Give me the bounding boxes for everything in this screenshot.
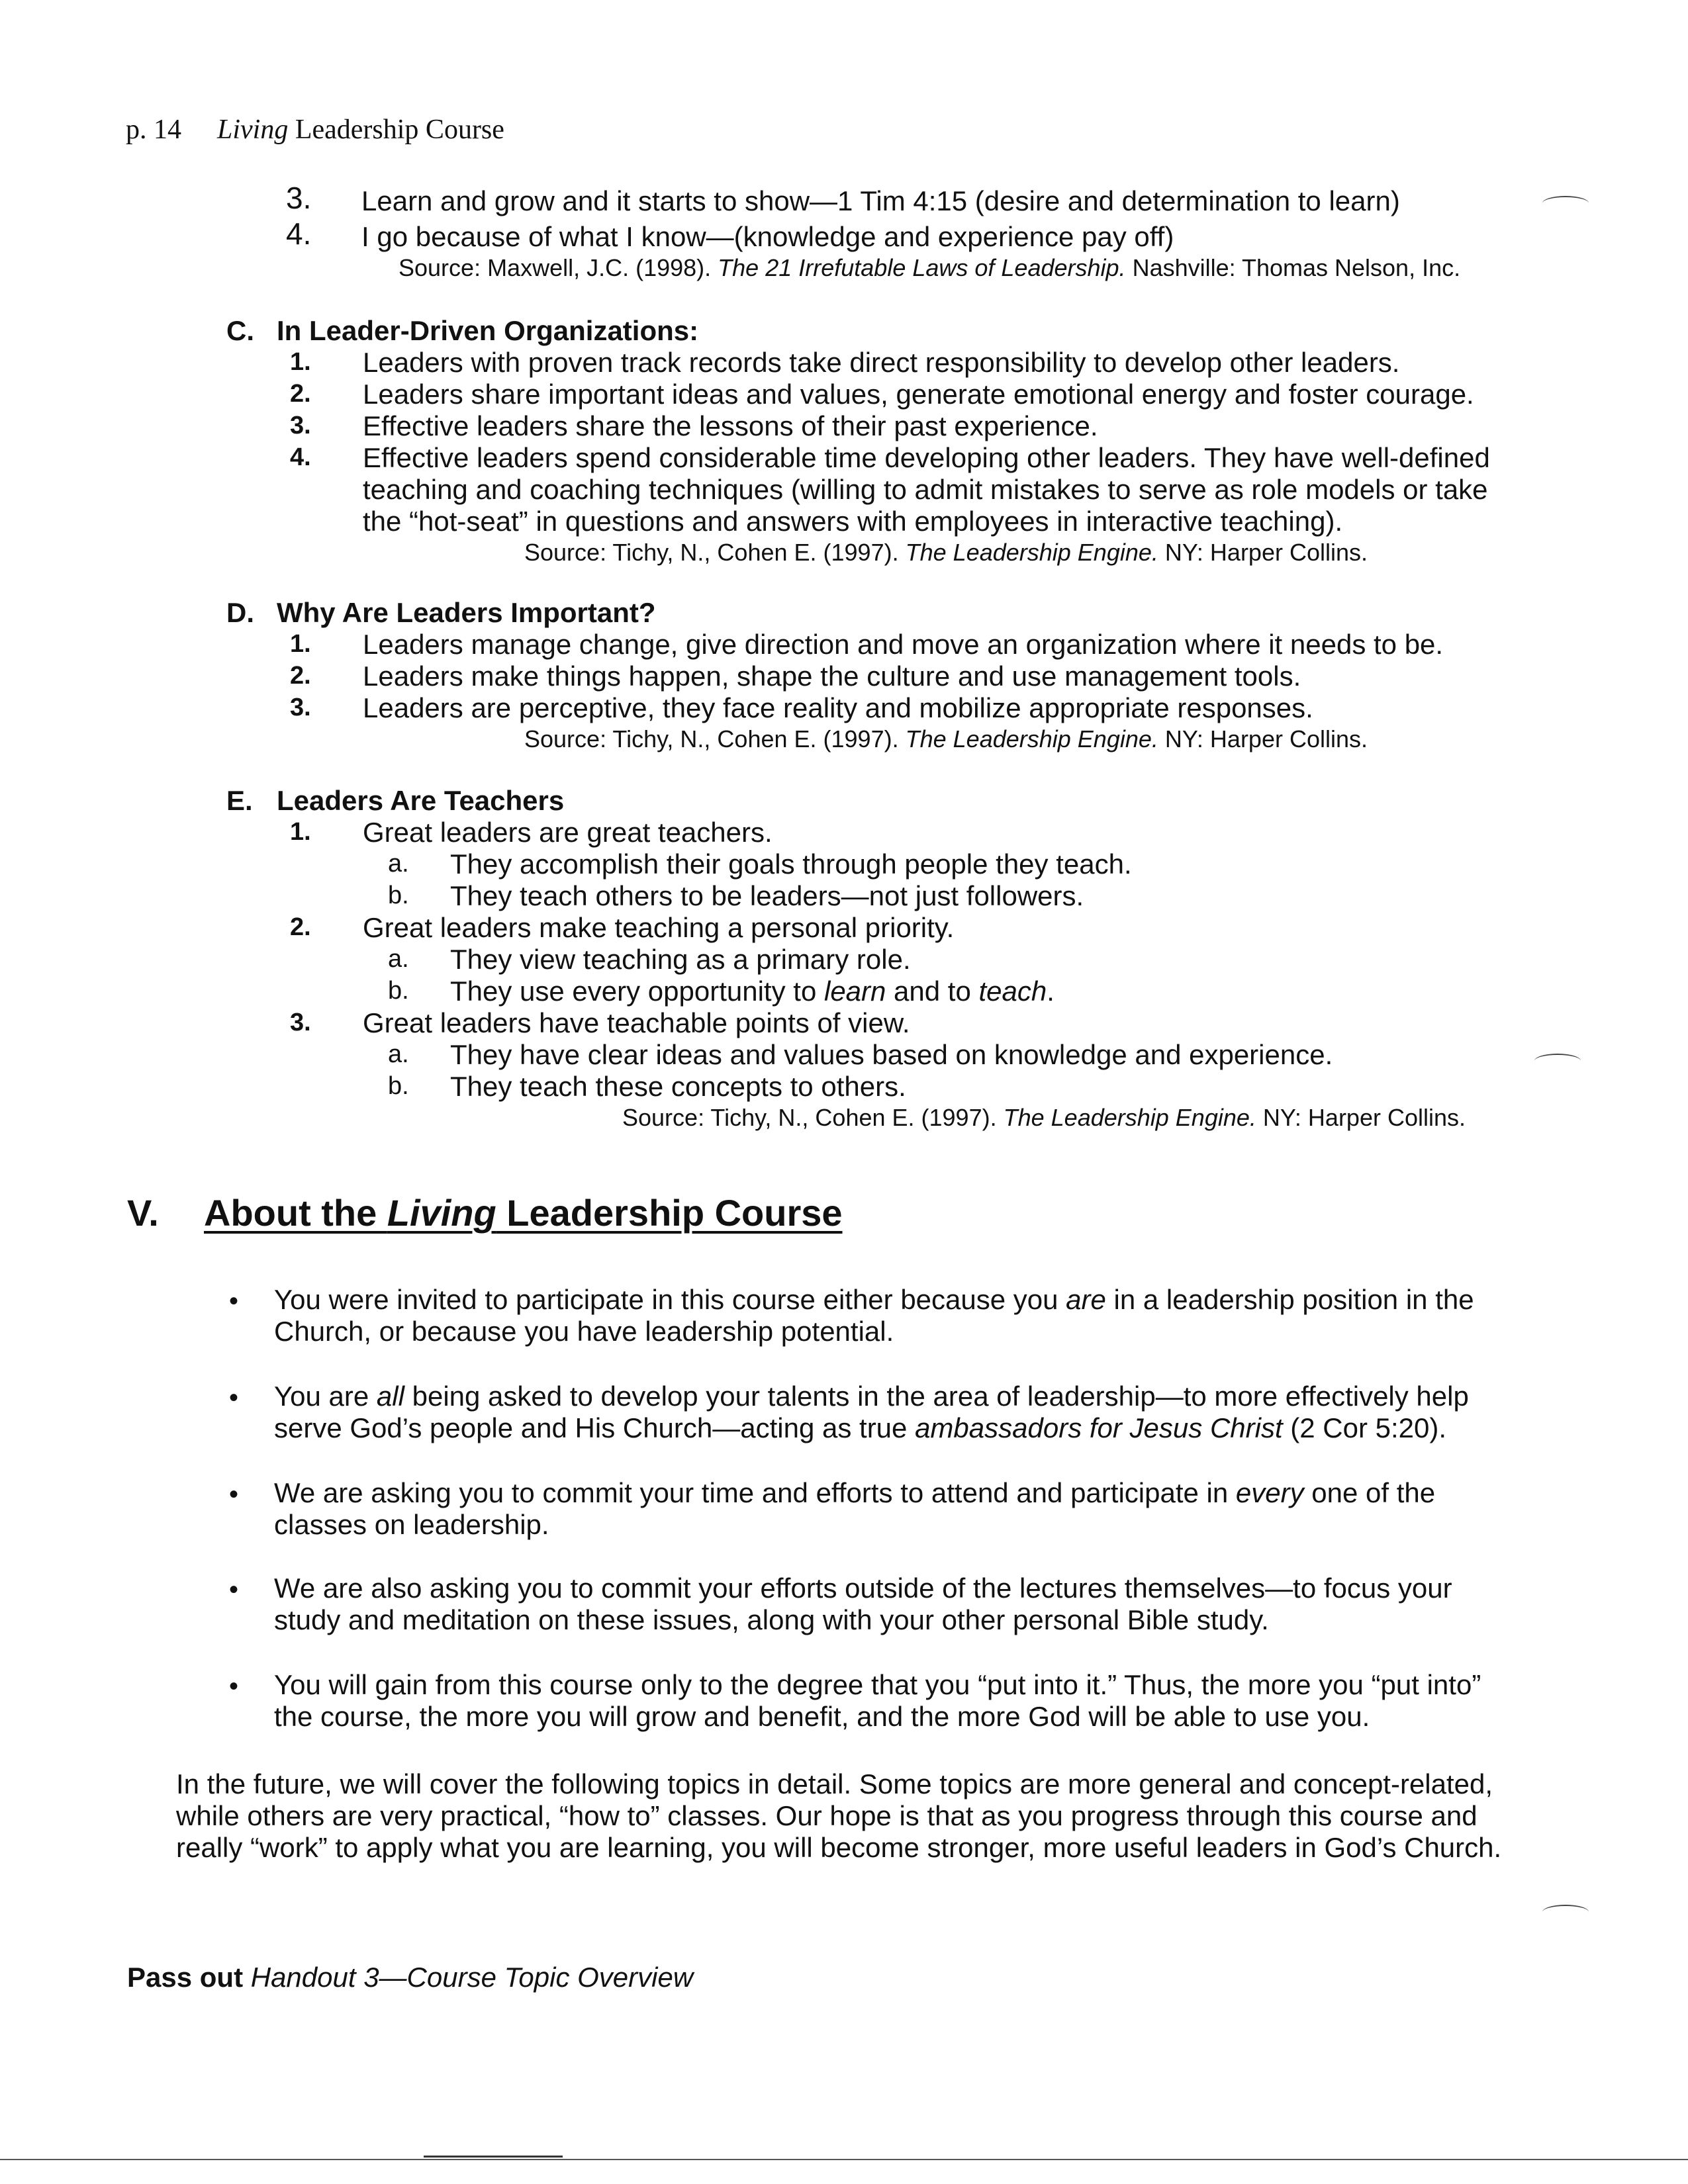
bullet-icon: •	[229, 1287, 239, 1316]
list-item-text: Great leaders make teaching a personal priority.	[363, 912, 955, 943]
list-item-text: Great leaders have teachable points of view.	[363, 1007, 910, 1038]
bullet-paragraph: You are all being asked to develop your talents in the area of leadership—to more effectively help serve God’s people and His Church—acting as true ambassadors for Jesus Christ (2 Cor 5:20).	[274, 1381, 1469, 1443]
page-number: p. 14	[126, 114, 181, 145]
sub-item-letter: b.	[388, 1072, 409, 1100]
header-title-italic: Living	[217, 114, 289, 145]
page-edge-line	[0, 2159, 1688, 2160]
bullet-paragraph: You will gain from this course only to the degree that you “put into it.” Thus, the more you “put into” the course, the more you will grow and benefit, and the more God will be able to use you.	[274, 1669, 1481, 1732]
sub-item-letter: a.	[388, 1040, 409, 1068]
list-item-text: Leaders share important ideas and values, generate emotional energy and foster courage.	[363, 379, 1474, 410]
list-item-text: Effective leaders share the lessons of their past experience.	[363, 410, 1098, 441]
section-c-heading: In Leader-Driven Organizations:	[277, 315, 699, 346]
item-number: 3.	[290, 1009, 311, 1036]
sub-item-text: They use every opportunity to learn and to teach.	[450, 976, 1055, 1007]
section-d-heading: Why Are Leaders Important?	[277, 597, 656, 628]
item-number: 2.	[290, 913, 311, 941]
bullet-paragraph: We are asking you to commit your time and efforts to attend and participate in every one of the classes on leadership.	[274, 1477, 1436, 1540]
sub-item-letter: a.	[388, 850, 409, 878]
sub-item-letter: b.	[388, 882, 409, 909]
section-letter: E.	[226, 785, 253, 816]
source-citation: Source: Tichy, N., Cohen E. (1997). The Leadership Engine. NY: Harper Collins.	[524, 539, 1368, 566]
sub-item-text: They accomplish their goals through people they teach.	[450, 848, 1132, 880]
bullet-icon: •	[229, 1480, 239, 1509]
item-number: 3.	[290, 694, 311, 721]
source-citation: Source: Tichy, N., Cohen E. (1997). The Leadership Engine. NY: Harper Collins.	[622, 1104, 1466, 1131]
sub-item-letter: b.	[388, 977, 409, 1005]
section-v-number: V.	[127, 1192, 159, 1234]
sub-item-text: They view teaching as a primary role.	[450, 944, 911, 975]
bullet-paragraph: You were invited to participate in this course either because you are in a leadership position in the Church, or because you have leadership potential.	[274, 1284, 1474, 1347]
source-citation: Source: Maxwell, J.C. (1998). The 21 Irrefutable Laws of Leadership. Nashville: Thomas Nelson, Inc.	[399, 254, 1461, 281]
bullet-icon: •	[229, 1575, 239, 1604]
item-number: 1.	[290, 630, 311, 658]
binder-hole-mark	[1542, 196, 1589, 210]
list-item-text: teaching and coaching techniques (willing to admit mistakes to serve as role models or take	[363, 474, 1488, 505]
list-item-text: Leaders with proven track records take direct responsibility to develop other leaders.	[363, 347, 1400, 378]
item-number: 4.	[286, 216, 312, 251]
section-v-heading: About the Living Leadership Course	[204, 1192, 843, 1234]
item-number: 1.	[290, 818, 311, 846]
list-item-text: I go because of what I know—(knowledge and experience pay off)	[361, 221, 1174, 252]
pass-out-instruction: Pass out Handout 3—Course Topic Overview	[127, 1962, 694, 1993]
binder-hole-mark	[1542, 1905, 1589, 1919]
sub-item-text: They teach these concepts to others.	[450, 1071, 906, 1102]
item-number: 2.	[290, 380, 311, 408]
list-item-text: Leaders manage change, give direction and move an organization where it needs to be.	[363, 629, 1444, 660]
closing-paragraph: In the future, we will cover the following topics in detail. Some topics are more general and concept-related, while others are very practical, “how to” classes. Our hope is that as you progress through this course and really “work” to apply what you are learning, you will become stronger, more useful leaders in God’s Church.	[176, 1768, 1502, 1863]
sub-item-letter: a.	[388, 945, 409, 973]
item-number: 4.	[290, 443, 311, 471]
bullet-icon: •	[229, 1383, 239, 1412]
bullet-paragraph: We are also asking you to commit your efforts outside of the lectures themselves—to focus your study and meditation on these issues, along with your other personal Bible study.	[274, 1572, 1452, 1635]
section-letter: D.	[226, 597, 254, 628]
list-item-text: Leaders are perceptive, they face reality and mobilize appropriate responses.	[363, 692, 1313, 723]
source-citation: Source: Tichy, N., Cohen E. (1997). The Leadership Engine. NY: Harper Collins.	[524, 725, 1368, 752]
section-letter: C.	[226, 315, 254, 346]
list-item-text: Leaders make things happen, shape the culture and use management tools.	[363, 660, 1301, 692]
page-edge-line	[424, 2156, 563, 2158]
sub-item-text: They have clear ideas and values based on knowledge and experience.	[450, 1039, 1333, 1070]
section-e-heading: Leaders Are Teachers	[277, 785, 565, 816]
list-item-text: the “hot-seat” in questions and answers with employees in interactive teaching).	[363, 506, 1343, 537]
list-item-text: Great leaders are great teachers.	[363, 817, 773, 848]
item-number: 1.	[290, 348, 311, 376]
sub-item-text: They teach others to be leaders—not just followers.	[450, 880, 1084, 911]
list-item-text: Effective leaders spend considerable time developing other leaders. They have well-defined	[363, 442, 1490, 473]
binder-hole-mark	[1534, 1054, 1581, 1068]
bullet-icon: •	[229, 1672, 239, 1701]
item-number: 3.	[290, 412, 311, 439]
item-number: 3.	[286, 181, 312, 215]
list-item-text: Learn and grow and it starts to show—1 Tim 4:15 (desire and determination to learn)	[361, 185, 1400, 216]
header-title: Leadership Course	[295, 114, 504, 145]
item-number: 2.	[290, 662, 311, 690]
